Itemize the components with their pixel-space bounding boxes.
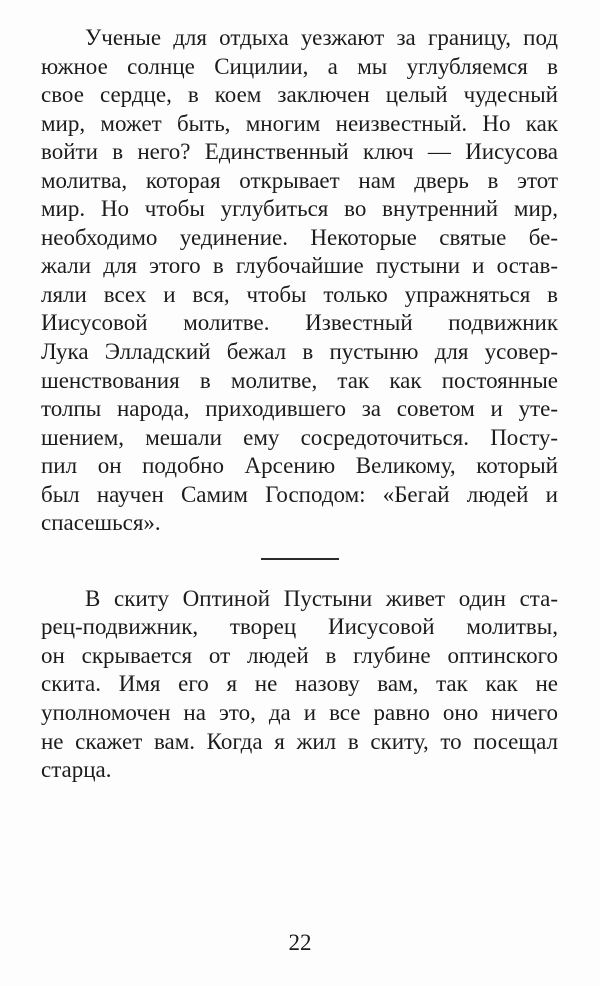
text-line: шением, мешали ему сосредоточиться. Посту-: [41, 424, 558, 450]
section-divider: [261, 558, 339, 560]
text-line: рец-подвижник, творец Иисусовой молитвы,: [41, 614, 558, 640]
text-line: войти в него? Единственный ключ — Иисусова: [41, 139, 558, 165]
text-line: В скиту Оптиной Пустыни живет один ста-: [85, 585, 558, 611]
paragraph-1: [41, 24, 558, 538]
text-line: был научен Самим Господом: «Бегай людей и: [41, 481, 558, 507]
paragraph-2: [41, 585, 558, 785]
text-line: мир, может быть, многим неизвестный. Но как: [41, 110, 558, 136]
text-line: молитва, которая открывает нам дверь в этот: [41, 167, 558, 193]
text-line: мир. Но чтобы углубиться во внутренний мир,: [41, 196, 558, 222]
text-line: ляли всех и вся, чтобы только упражняться в: [41, 281, 558, 307]
text-line: спасешься».: [41, 510, 161, 536]
text-line: жали для этого в глубочайшие пустыни и остав-: [41, 253, 558, 279]
text-line: Лука Элладский бежал в пустыню для усовер-: [41, 339, 558, 365]
text-line: Ученые для отдыха уезжают за границу, под: [85, 25, 558, 50]
text-line: он скрывается от людей в глубине оптинского: [41, 642, 558, 668]
text-line: свое сердце, в коем заключен целый чудесный: [41, 82, 558, 108]
text-line: необходимо уединение. Некоторые святые бе-: [41, 224, 558, 250]
page-number: 22: [288, 930, 312, 955]
text-line: Иисусовой молитве. Известный подвижник: [41, 310, 558, 336]
text-line: скита. Имя его я не назову вам, так как не: [41, 671, 558, 697]
text-line: южное солнце Сицилии, а мы углубляемся в: [41, 53, 558, 79]
text-line: толпы народа, приходившего за советом и уте-: [41, 396, 558, 422]
page-text: [41, 24, 558, 785]
text-line: уполномочен на это, да и все равно оно ничего: [41, 700, 558, 726]
text-line: шенствования в молитве, так как постоянные: [41, 367, 558, 393]
text-line: старца.: [41, 757, 112, 783]
text-line: пил он подобно Арсению Великому, который: [41, 453, 558, 479]
text-line: не скажет вам. Когда я жил в скиту, то посещал: [41, 728, 558, 754]
